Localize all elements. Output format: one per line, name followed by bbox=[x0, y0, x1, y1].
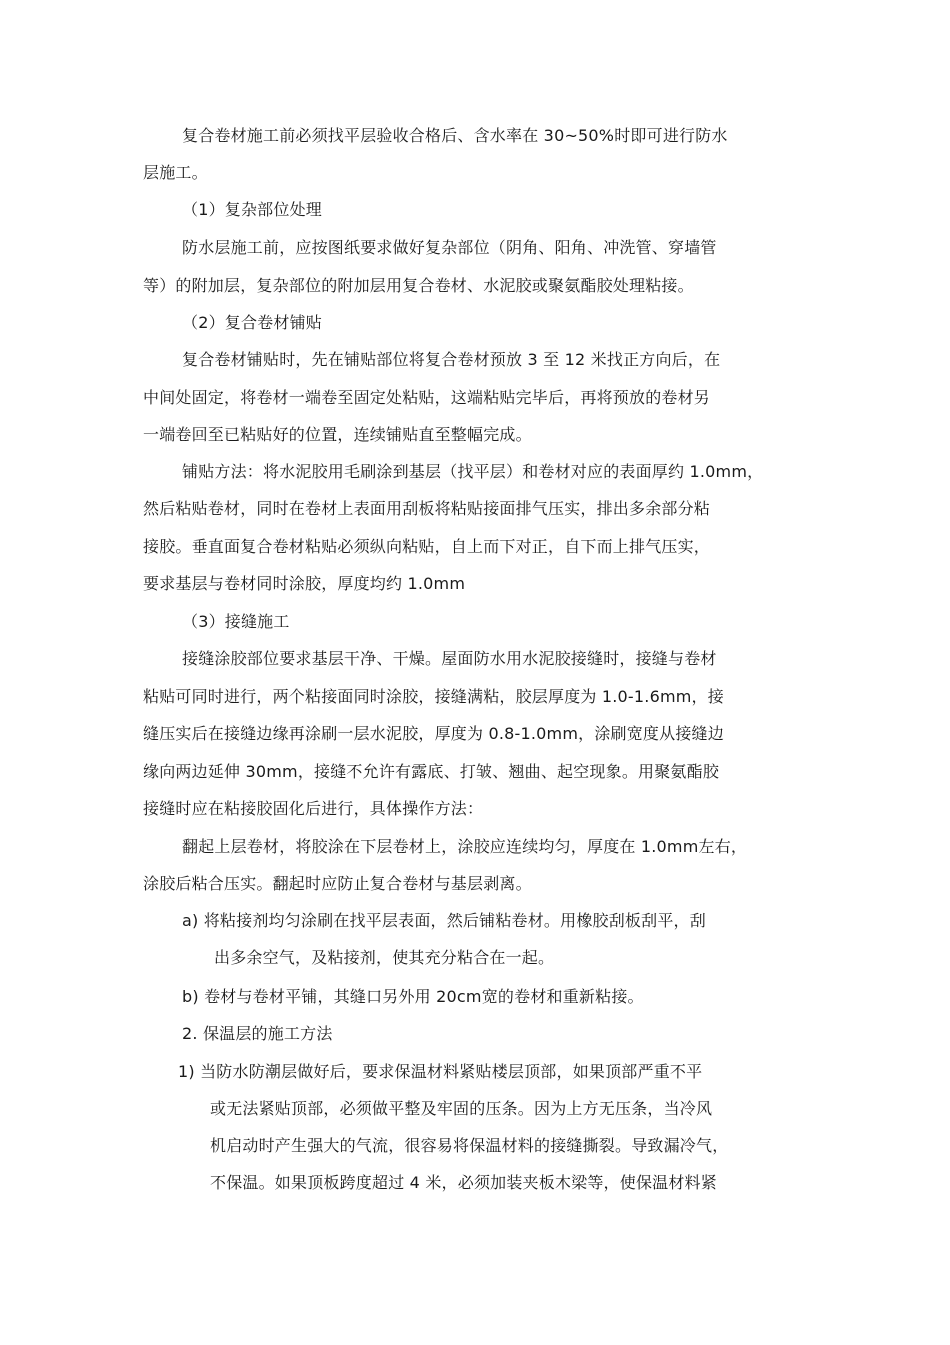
paragraph-line: 粘贴可同时进行，两个粘接面同时涂胶，接缝满粘，胶层厚度为 1.0-1.6mm，接 bbox=[143, 687, 724, 706]
paragraph-line: 铺贴方法：将水泥胶用毛刷涂到基层（找平层）和卷材对应的表面厚约 1.0mm， bbox=[182, 462, 764, 481]
section-heading: （1）复杂部位处理 bbox=[182, 200, 322, 219]
paragraph-line: 防水层施工前，应按图纸要求做好复杂部位（阴角、阳角、冲洗管、穿墙管 bbox=[182, 238, 717, 257]
section-heading: （3）接缝施工 bbox=[182, 612, 290, 631]
paragraph-line: 一端卷回至已粘贴好的位置，连续铺贴直至整幅完成。 bbox=[143, 425, 532, 444]
paragraph-line: 缝压实后在接缝边缘再涂刷一层水泥胶，厚度为 0.8-1.0mm，涂刷宽度从接缝边 bbox=[143, 724, 724, 743]
section-heading: （2）复合卷材铺贴 bbox=[182, 313, 322, 332]
paragraph-line: 复合卷材铺贴时，先在铺贴部位将复合卷材预放 3 至 12 米找正方向后，在 bbox=[182, 350, 721, 369]
paragraph-line: 等）的附加层，复杂部位的附加层用复合卷材、水泥胶或聚氨酯胶处理粘接。 bbox=[143, 276, 694, 295]
list-item-1-continuation: 或无法紧贴顶部，必须做平整及牢固的压条。因为上方无压条，当冷风 bbox=[210, 1099, 713, 1118]
paragraph-line: 接缝涂胶部位要求基层干净、干燥。屋面防水用水泥胶接缝时，接缝与卷材 bbox=[182, 649, 717, 668]
paragraph-line: 复合卷材施工前必须找平层验收合格后、含水率在 30~50%时即可进行防水 bbox=[182, 126, 728, 145]
paragraph-line: 然后粘贴卷材，同时在卷材上表面用刮板将粘贴接面排气压实，排出多余部分粘 bbox=[143, 499, 711, 518]
list-item-1-continuation: 不保温。如果顶板跨度超过 4 米，必须加装夹板木梁等，使保温材料紧 bbox=[210, 1173, 717, 1192]
paragraph-line: 要求基层与卷材同时涂胶，厚度均约 1.0mm bbox=[143, 574, 466, 593]
paragraph-line: 接胶。垂直面复合卷材粘贴必须纵向粘贴，自上而下对正，自下而上排气压实， bbox=[143, 537, 711, 556]
paragraph-line: 层施工。 bbox=[143, 163, 208, 182]
section-heading: 2. 保温层的施工方法 bbox=[182, 1024, 333, 1043]
paragraph-line: 缘向两边延伸 30mm，接缝不允许有露底、打皱、翘曲、起空现象。用聚氨酯胶 bbox=[143, 762, 720, 781]
list-item-1: 1) 当防水防潮层做好后，要求保温材料紧贴楼层顶部，如果顶部严重不平 bbox=[178, 1062, 703, 1081]
paragraph-line: 中间处固定，将卷材一端卷至固定处粘贴，这端粘贴完毕后，再将预放的卷材另 bbox=[143, 388, 711, 407]
paragraph-line: 涂胶后粘合压实。翻起时应防止复合卷材与基层剥离。 bbox=[143, 874, 532, 893]
paragraph-line: 接缝时应在粘接胶固化后进行，具体操作方法： bbox=[143, 799, 484, 818]
paragraph-line: 翻起上层卷材，将胶涂在下层卷材上，涂胶应连续均匀，厚度在 1.0mm左右， bbox=[182, 837, 748, 856]
list-item-a-continuation: 出多余空气，及粘接剂，使其充分粘合在一起。 bbox=[214, 948, 555, 967]
list-item-a: a) 将粘接剂均匀涂刷在找平层表面，然后铺粘卷材。用橡胶刮板刮平，刮 bbox=[182, 911, 706, 930]
list-item-1-continuation: 机启动时产生强大的气流，很容易将保温材料的接缝撕裂。导致漏冷气， bbox=[210, 1136, 729, 1155]
list-item-b: b) 卷材与卷材平铺，其缝口另外用 20cm宽的卷材和重新粘接。 bbox=[182, 987, 644, 1006]
